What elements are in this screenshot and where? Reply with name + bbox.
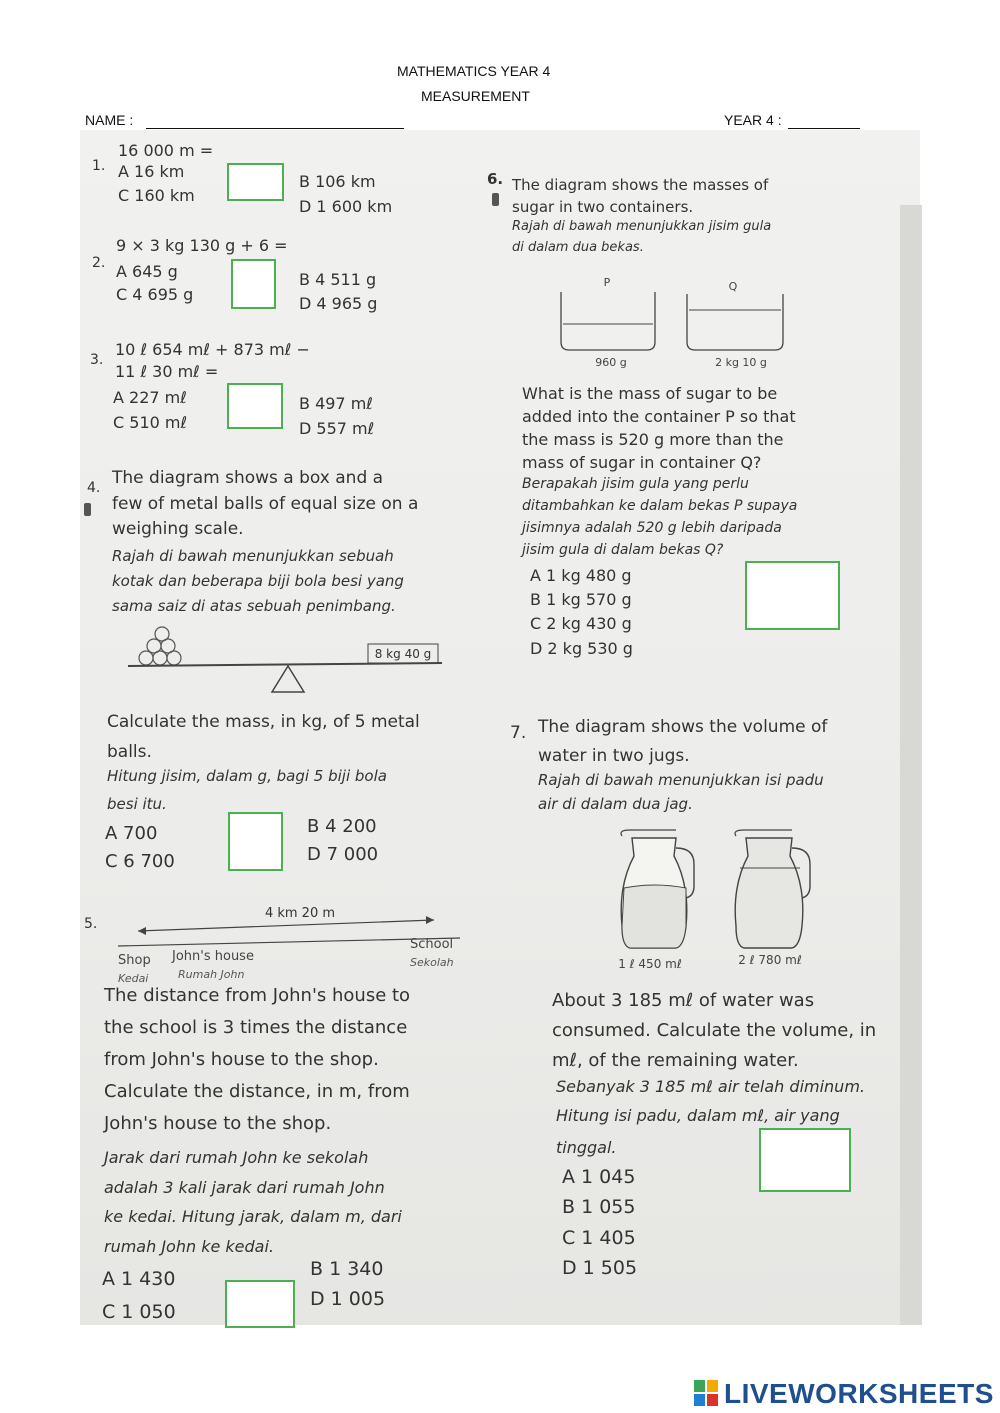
- q4-option-c: C 6 700: [105, 851, 175, 872]
- q6-option-d: D 2 kg 530 g: [530, 639, 633, 658]
- q5-answer-box[interactable]: [225, 1280, 295, 1328]
- q2-option-a: A 645 g: [116, 262, 178, 281]
- q6-answer-box[interactable]: [745, 561, 840, 630]
- q5-distance-diagram: [110, 902, 470, 987]
- q1-text: 16 000 m =: [118, 141, 214, 160]
- q4-number: 4.: [87, 480, 101, 496]
- q3-option-b: B 497 mℓ: [299, 394, 373, 413]
- q7-malay-line2: air di dalam dua jag.: [538, 795, 693, 813]
- q4-question-line2: balls.: [107, 742, 152, 762]
- q2-number: 2.: [92, 255, 106, 271]
- q5-option-d: D 1 005: [310, 1288, 386, 1310]
- q6-container-q-mass: 2 kg 10 g: [715, 356, 767, 369]
- q1-option-c: C 160 km: [118, 186, 195, 205]
- q6-container-p-label: P: [603, 276, 611, 289]
- q3-option-d: D 557 mℓ: [299, 419, 375, 438]
- q7-malay-question-line1: Sebanyak 3 185 mℓ air telah diminum.: [556, 1077, 865, 1096]
- q5-house-malay: Rumah John: [178, 968, 245, 981]
- q7-jugs-diagram: [610, 826, 840, 972]
- q5-line2: the school is 3 times the distance: [104, 1017, 408, 1038]
- year-line: [788, 128, 860, 129]
- q4-scale-diagram: [120, 622, 450, 698]
- q4-malay-question-line1: Hitung jisim, dalam g, bagi 5 biji bola: [107, 767, 387, 785]
- q2-answer-box[interactable]: [231, 259, 276, 309]
- q5-malay-line4: rumah John ke kedai.: [104, 1237, 275, 1256]
- q5-malay-line2: adalah 3 kali jarak dari rumah John: [104, 1178, 385, 1197]
- q7-line2: water in two jugs.: [538, 746, 690, 766]
- q5-school-malay: Sekolah: [410, 956, 454, 969]
- q6-malay-question-line3: jisimnya adalah 520 g lebih daripada: [522, 520, 782, 536]
- q4-question-line1: Calculate the mass, in kg, of 5 metal: [107, 712, 420, 732]
- q4-malay-question-line2: besi itu.: [107, 795, 167, 813]
- q6-malay-question-line1: Berapakah jisim gula yang perlu: [522, 476, 749, 492]
- q5-number: 5.: [84, 916, 98, 932]
- q1-option-d: D 1 600 km: [299, 197, 393, 216]
- q1-answer-box[interactable]: [227, 163, 284, 201]
- name-label: NAME :: [85, 112, 134, 128]
- q2-option-c: C 4 695 g: [116, 285, 194, 304]
- q2-option-d: D 4 965 g: [299, 294, 378, 313]
- q6-container-p-mass: 960 g: [595, 356, 627, 369]
- q5-malay-line1: Jarak dari rumah John ke sekolah: [104, 1148, 369, 1167]
- q6-malay-line1: Rajah di bawah menunjukkan jisim gula: [512, 219, 772, 234]
- q5-option-b: B 1 340: [310, 1258, 384, 1280]
- q4-option-d: D 7 000: [307, 844, 379, 865]
- q6-question-line3: the mass is 520 g more than the: [522, 430, 784, 449]
- q4-line3: weighing scale.: [112, 519, 244, 539]
- name-line: [146, 128, 404, 129]
- q5-line1: The distance from John's house to: [104, 985, 411, 1006]
- q3-line2: 11 ℓ 30 mℓ =: [115, 362, 219, 381]
- q5-line4: Calculate the distance, in m, from: [104, 1081, 410, 1102]
- scan-edge: [900, 205, 922, 1325]
- q4-line2: few of metal balls of equal size on a: [112, 494, 419, 514]
- q5-option-a: A 1 430: [102, 1268, 176, 1290]
- q4-box-label: 8 kg 40 g: [374, 647, 432, 661]
- q7-question-line2: consumed. Calculate the volume, in: [552, 1020, 877, 1041]
- q5-line3: from John's house to the shop.: [104, 1049, 379, 1070]
- q6-option-c: C 2 kg 430 g: [530, 614, 632, 633]
- q6-container-q-label: Q: [728, 280, 738, 293]
- q7-number: 7.: [510, 723, 527, 743]
- q7-jug1-volume: 1 ℓ 450 mℓ: [618, 957, 682, 971]
- q6-question-line2: added into the container P so that: [522, 407, 796, 426]
- q7-question-line1: About 3 185 mℓ of water was: [552, 990, 815, 1011]
- q6-question-line4: mass of sugar in container Q?: [522, 453, 762, 472]
- q3-option-c: C 510 mℓ: [113, 413, 188, 432]
- q5-malay-line3: ke kedai. Hitung jarak, dalam m, dari: [104, 1207, 402, 1226]
- q4-malay-line1: Rajah di bawah menunjukkan sebuah: [112, 547, 394, 565]
- q4-answer-box[interactable]: [228, 812, 283, 871]
- q6-malay-question-line4: jisim gula di dalam bekas Q?: [522, 542, 724, 558]
- q3-line1: 10 ℓ 654 mℓ + 873 mℓ −: [115, 340, 310, 359]
- q6-number: 6.: [487, 170, 504, 188]
- q3-answer-box[interactable]: [227, 383, 283, 429]
- q6-option-b: B 1 kg 570 g: [530, 590, 632, 609]
- q7-question-line3: mℓ, of the remaining water.: [552, 1050, 799, 1071]
- q6-malay-line2: di dalam dua bekas.: [512, 240, 644, 255]
- q6-option-a: A 1 kg 480 g: [530, 566, 632, 585]
- year-label: YEAR 4 :: [724, 112, 782, 128]
- q2-option-b: B 4 511 g: [299, 270, 377, 289]
- q1-number: 1.: [92, 158, 106, 174]
- q7-malay-question-line2: Hitung isi padu, dalam mℓ, air yang: [556, 1106, 840, 1125]
- q4-malay-line3: sama saiz di atas sebuah penimbang.: [112, 597, 396, 615]
- q5-distance-label: 4 km 20 m: [264, 906, 336, 921]
- q5-line5: John's house to the shop.: [104, 1113, 332, 1134]
- q5-shop-label: Shop: [118, 953, 151, 968]
- worksheet-subtitle: MEASUREMENT: [421, 88, 530, 104]
- q5-house-label: John's house: [172, 949, 254, 964]
- q3-option-a: A 227 mℓ: [113, 388, 187, 407]
- worksheet-title: MATHEMATICS YEAR 4: [397, 63, 551, 79]
- q5-option-c: C 1 050: [102, 1301, 176, 1323]
- q7-line1: The diagram shows the volume of: [538, 717, 828, 737]
- q7-option-c: C 1 405: [562, 1227, 636, 1249]
- q4-option-b: B 4 200: [307, 816, 377, 837]
- liveworksheets-logo[interactable]: LIVEWORKSHEETS: [724, 1378, 994, 1409]
- q4-malay-line2: kotak dan beberapa biji bola besi yang: [112, 572, 404, 590]
- q7-option-d: D 1 505: [562, 1257, 638, 1279]
- q3-number: 3.: [90, 352, 104, 368]
- q4-option-a: A 700: [105, 823, 158, 844]
- q7-malay-line1: Rajah di bawah menunjukkan isi padu: [538, 771, 824, 789]
- q7-malay-question-line3: tinggal.: [556, 1138, 617, 1157]
- q6-question-line1: What is the mass of sugar to be: [522, 384, 778, 403]
- q7-jug2-volume: 2 ℓ 780 mℓ: [738, 953, 802, 967]
- q1-option-b: B 106 km: [299, 172, 376, 191]
- liveworksheets-logo-icon: [694, 1380, 720, 1408]
- q7-answer-box[interactable]: [759, 1128, 851, 1192]
- q4-line1: The diagram shows a box and a: [112, 468, 384, 488]
- q2-text: 9 × 3 kg 130 g + 6 =: [116, 236, 288, 255]
- q6-malay-question-line2: ditambahkan ke dalam bekas P supaya: [522, 498, 798, 514]
- q7-option-b: B 1 055: [562, 1196, 636, 1218]
- q6-containers-diagram: [555, 272, 805, 370]
- q4-marker-icon: [84, 503, 91, 516]
- q5-school-label: School: [410, 937, 454, 952]
- q1-option-a: A 16 km: [118, 162, 185, 181]
- q6-line2: sugar in two containers.: [512, 198, 694, 216]
- q5-shop-malay: Kedai: [118, 972, 149, 985]
- q7-option-a: A 1 045: [562, 1166, 636, 1188]
- q6-line1: The diagram shows the masses of: [512, 176, 769, 194]
- q6-marker-icon: [492, 193, 499, 206]
